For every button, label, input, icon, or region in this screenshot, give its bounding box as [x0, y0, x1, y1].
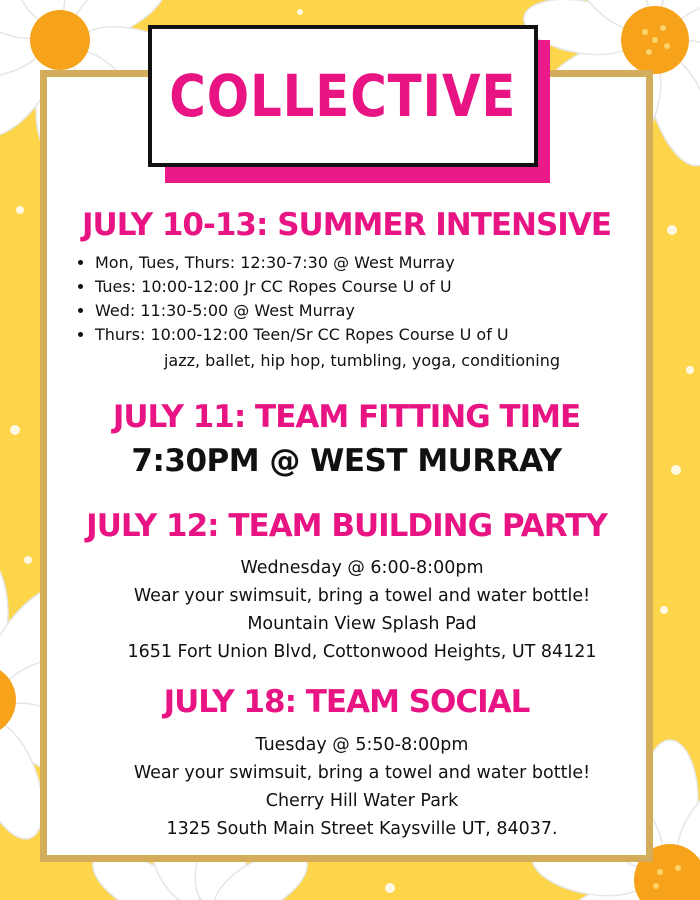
team-fitting-detail: 7:30PM @ WEST MURRAY: [131, 443, 562, 479]
team-building-note: Wear your swimsuit, bring a towel and water bottle!: [133, 586, 591, 606]
team-building-details: [47, 554, 677, 666]
team-building-address: 1651 Fort Union Blvd, Cottonwood Heights, UT 84121: [127, 642, 597, 662]
summer-intensive-heading: JULY 10-13: SUMMER INTENSIVE: [81, 207, 612, 243]
team-building-time: Wednesday @ 6:00-8:00pm: [240, 558, 484, 578]
team-building-heading: JULY 12: TEAM BUILDING PARTY: [86, 508, 607, 544]
summer-intensive-classes: jazz, ballet, hip hop, tumbling, yoga, conditioning: [163, 351, 561, 370]
team-social-heading: JULY 18: TEAM SOCIAL: [163, 684, 530, 720]
summer-intensive-list: [75, 251, 509, 347]
list-item: • Wed: 11:30-5:00 @ West Murray: [95, 299, 509, 323]
team-social-note: Wear your swimsuit, bring a towel and water bottle!: [133, 763, 591, 783]
team-fitting-heading: JULY 11: TEAM FITTING TIME: [112, 399, 581, 435]
team-social-address: 1325 South Main Street Kaysville UT, 84037.: [166, 819, 558, 839]
list-item: • Thurs: 10:00-12:00 Teen/Sr CC Ropes Course U of U: [95, 323, 509, 347]
logo-text: COLLECTIVE: [169, 62, 517, 130]
team-social-venue: Cherry Hill Water Park: [265, 791, 459, 811]
list-item: • Tues: 10:00-12:00 Jr CC Ropes Course U of U: [95, 275, 509, 299]
team-building-venue: Mountain View Splash Pad: [247, 614, 477, 634]
logo: [148, 25, 538, 167]
team-social-time: Tuesday @ 5:50-8:00pm: [255, 735, 469, 755]
team-social-details: [47, 731, 677, 843]
list-item: • Mon, Tues, Thurs: 12:30-7:30 @ West Murray: [95, 251, 509, 275]
